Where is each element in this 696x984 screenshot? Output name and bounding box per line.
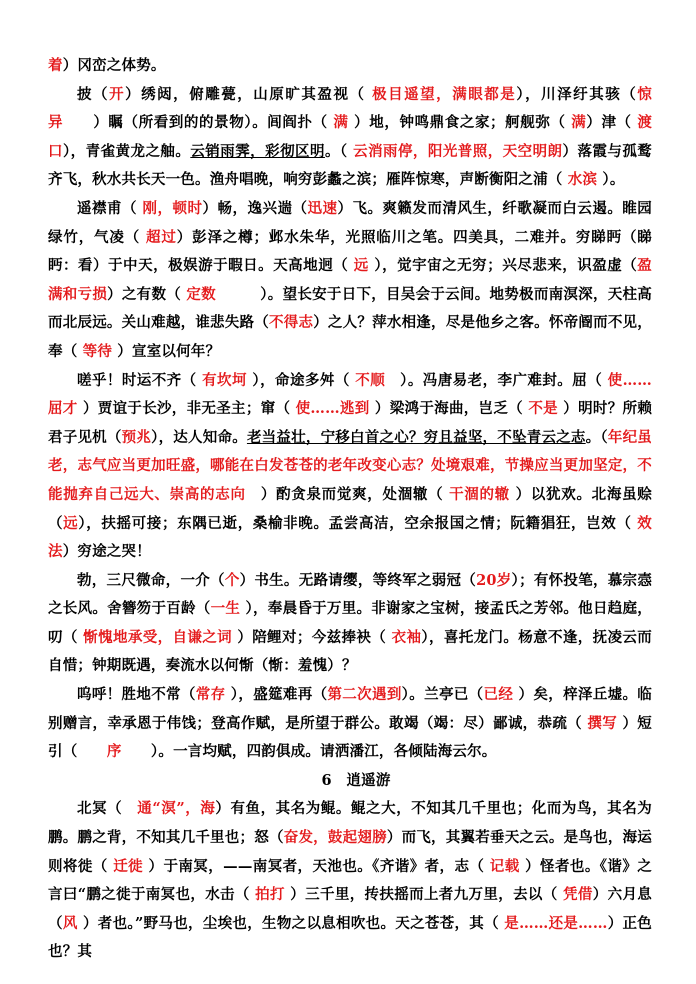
text-run: ），喜托龙门。杨意不逢，抚凌云而自惜；钟期既遇，奏流水以何惭（惭：羞愧）？ [48,628,652,675]
annotation: 远 [353,257,369,275]
text-run: ）畅，逸兴遄（ [202,199,308,217]
text-run: 呜呼！胜地不常（ [77,686,196,704]
underlined-text: 老当益壮，宁移白首之心？穷且益坚，不坠青云之志 [246,428,586,446]
text-run: ）者也。”野马也，尘埃也，生物之以息相吹也。天之苍苍，其（ [77,914,505,932]
annotation: 干涸的辙 [449,485,510,503]
text-run: ）落霞与孤鹜齐飞，秋水共长天一色。渔舟唱晚，响穷彭蠡之滨；雁阵惊寒，声断衡阳之浦（ [48,142,652,189]
annotation: 年纪虽老，志气应当更加旺盛，哪能在白发苍苍的老年改变心志？处境艰难，节操应当更加坚定，不能抛弃自己远大、崇高的志向 [48,428,652,503]
annotation: 不顺 [355,371,386,389]
annotation: 盈满和亏损 [48,257,652,303]
annotation: 效法 [48,514,652,561]
paragraph [48,195,652,367]
text-run: ），川泽纡其骇（ [516,85,638,103]
annotation: 奋发，鼓起翅膀 [283,829,387,847]
text-run: ）酌贪泉而觉爽，处涸辙（ [245,485,450,503]
annotation: 着 [48,57,63,74]
annotation: 风 [62,914,78,932]
annotation: 一生 [210,600,241,618]
annotation: 有坎坷 [202,371,247,389]
text-run: 遥襟甫（ [77,199,143,217]
text-run: ）矣，梓泽丘墟。临别赠言，幸承恩于伟饯；登高作赋，是所望于群公。敢竭（竭：尽）鄙诚，恭疏（ [48,686,652,732]
text-run: 。（ [324,142,354,160]
text-run: 勃，三尺微命，一介（ [77,571,225,589]
text-run: ）梁鸿于海曲，岂乏（ [369,400,529,418]
annotation: 凭借 [563,886,593,904]
annotation: 等待 [82,342,113,360]
annotation: 不是 [528,400,558,418]
text-run: ）。望长安于日下，目吴会于云间。地势极而南溟深，天柱高而北辰远。关山难越，谁悲失路（ [48,285,652,332]
annotation: 20岁 [476,571,512,589]
annotation: 通“溟”，海 [137,800,216,818]
document-page [48,52,652,967]
annotation: 定数 [186,285,216,303]
annotation: 惭愧地承受，自谦之词 [83,628,232,646]
text-run: ）宣室以何年？ [112,342,221,360]
tengwangge-section [48,52,652,767]
text-run: ）彭泽之樽；邺水朱华，光照临川之笔。四美具，二难并。穷睇眄（睇眄：看）于中天，极娱游于暇日。天高地迥（ [48,228,652,275]
text-run: 北冥（ [77,800,138,818]
annotation: 序 [106,743,122,761]
text-run: ）书生。无路请缨，等终军之弱冠（ [239,571,477,589]
annotation: 满 [571,114,587,132]
annotation: 云消雨停，阳光普照，天空明朗 [353,142,563,160]
text-run: ）津（ [586,114,638,132]
text-run: ）有鱼，其名为鲲。鲲之大，不知其几千里也；化而为鸟，其名为鹏。鹏之背，不知其几千里也；怒（ [48,800,652,847]
text-run: ）之有数（ [107,285,187,303]
text-run: ），扶摇可接；东隅已逝，桑榆非晚。孟尝高洁，空余报国之情；阮籍猖狂，岂效（ [78,514,638,532]
text-run: 嗟乎！时运不齐（ [77,371,203,389]
annotation: 超过 [146,228,177,246]
text-run: ）穷途之哭！ [62,543,151,561]
text-run: 。（ [585,428,608,446]
annotation: 极目遥望，满眼都是 [372,85,517,103]
text-run: ）六月息（ [48,886,653,932]
paragraph [48,795,652,967]
annotation: 是……还是…… [504,914,608,932]
section-heading: 6 逍遥游 [321,771,391,789]
text-run: ），盛筵难再（ [225,686,328,704]
text-run: ）而飞，其翼若垂天之云。是鸟也，海运则将徙（ [48,829,652,875]
text-run: ）。兰亭已（ [401,686,484,704]
text-run: ）以犹欢。北海虽赊（ [48,485,652,532]
text-run: 披（ [77,85,110,103]
text-run: ），达人知命。 [151,428,247,446]
text-run: ）之人？萍水相逢，尽是他乡之客。怀帝阍而不见，奉（ [48,314,652,360]
annotation: 渡口 [48,114,653,160]
text-run: ）冈峦之体势。 [62,57,166,74]
paragraph [48,52,652,81]
text-run: ）短引（ [48,714,652,761]
text-run: ），命途多舛（ [246,371,356,389]
text-run: ）。冯唐易老，李广难封。屈（ [385,371,608,389]
paragraph [48,681,652,767]
annotation: 拍打 [255,886,285,904]
paragraph [48,367,652,567]
text-run: ）；有怀投笔，慕宗悫之长风。舍簪笏于百龄（ [48,571,653,618]
annotation: 预兆 [121,428,152,446]
text-run: ）绣闼，俯雕甍，山原旷其盈视（ [125,85,373,103]
annotation: 惊异 [48,85,652,132]
annotation: 刚，顿时 [142,199,203,217]
text-run: ）。一言均赋，四韵俱成。请洒潘江，各倾陆海云尔。 [121,743,497,761]
annotation: 使……屈才 [48,371,653,418]
text-run: ）怪者也。《谐》之言曰“鹏之徙于南冥也，水击（ [48,857,652,904]
annotation: 常存 [195,686,226,704]
annotation: 远 [63,514,79,532]
text-run: ）于南冥，——南冥者，天池也。《齐谐》者，志（ [143,857,490,875]
annotation: 水滨 [567,171,598,189]
annotation: 已经 [483,686,514,704]
annotation: 撰写 [587,714,618,732]
text-run: ）贾谊于长沙，非无圣主；窜（ [77,400,296,418]
paragraph [48,567,652,681]
text-run: ），奉晨昏于万里。非谢家之宝树，接孟氏之芳邻。他日趋庭，叨（ [48,600,652,646]
text-run: ），青雀黄龙之舳。 [62,142,191,160]
annotation: 迁徙 [113,857,144,875]
text-run: ）陪鲤对；今兹捧袂（ [231,628,392,646]
annotation: 开 [109,85,126,103]
annotation: 不得志 [268,314,314,332]
underlined-text: 云销雨霁，彩彻区明 [190,142,325,160]
text-run: ）明时？所赖君子见机（ [48,400,653,446]
annotation: 迅速 [307,199,338,217]
paragraph [48,81,652,195]
xiaoyaoyou-section [48,795,652,967]
annotation: 使……逃到 [295,400,370,418]
text-run: ）。 [597,171,625,189]
annotation: 衣袖 [391,628,422,646]
text-run: ）正色也？其 [48,914,653,961]
annotation: 第二次遇到 [327,686,402,704]
annotation: 个 [224,571,240,589]
text-run: ）瞩（所看到的的景物）。闾阎扑（ [63,114,334,132]
annotation: 满 [333,114,349,132]
text-run: ）地，钟鸣鼎食之家；舸舰弥（ [348,114,572,132]
text-run: ）飞。爽籁发而清风生，纤歌凝而白云遏。睢园绿竹，气凌（ [48,199,652,246]
annotation: 记载 [489,857,520,875]
text-run: ）三千里，抟扶摇而上者九万里，去以（ [284,886,564,904]
text-run: ），觉宇宙之无穷；兴尽悲来，识盈虚（ [368,257,638,275]
